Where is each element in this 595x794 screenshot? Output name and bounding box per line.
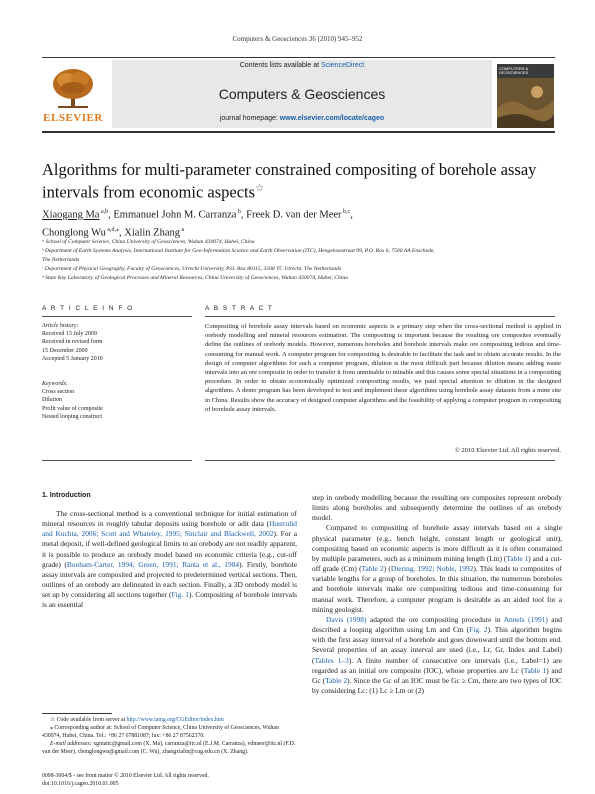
- keywords-label: Keywords:: [42, 381, 68, 387]
- paragraph-text: ). For a metal deposit, if well-defined geological limits to an orebody are not readily apparent, it is possible to produce an orebody model based on economic criteria (e.g., cut-off grade) (: [42, 529, 297, 569]
- keyword: Profit value of composite: [42, 405, 103, 412]
- footnotes: [42, 716, 297, 756]
- front-matter-line: 0098-3004/$ - see front matter © 2010 Elsevier Ltd. All rights reserved.: [42, 773, 209, 779]
- cover-artwork: [497, 78, 554, 128]
- paragraph-text: adapted the ore compositing procedure in: [366, 614, 504, 624]
- code-footnote: [42, 716, 297, 724]
- paragraph: step in orebody modelling because the resulting ore composites represent orebody limits along boreholes and subsequently determine the outlines of an orebody model.: [312, 493, 562, 523]
- author-affiliation-marker[interactable]: a: [179, 226, 185, 233]
- paragraph: [312, 615, 562, 696]
- header-top-rule: [42, 57, 555, 58]
- citation-link[interactable]: Table 2: [325, 675, 348, 685]
- affiliation-line: ᶜ Department of Physical Geography, Faculty of Geosciences, Utrecht University, P.O. Box 80115, 3508 TC Utrecht, The Netherlands: [42, 266, 342, 272]
- author-name[interactable]: Freek D. van der Meer: [246, 209, 342, 221]
- paragraph-text: and described a looping algorithm using Lm and Cm (: [312, 614, 562, 635]
- author-separator: ,: [119, 227, 125, 238]
- author-affiliation-marker[interactable]: a,b: [99, 209, 109, 215]
- abstract-bottom-rule: [205, 460, 555, 461]
- history-entry: Accepted 5 January 2010: [42, 355, 103, 362]
- email-footnote: [42, 740, 297, 756]
- paragraph-text: Compared to compositing of borehole assay intervals based on a single physical parameter (e.g., bench height, constant length or geological unit), compositing based on economic aspects is more difficult as it is often constrained by multiple parameters, such as a minimum mining length (Lm) (: [312, 523, 562, 563]
- keywords: [42, 380, 192, 421]
- article-title-text: Algorithms for multi-parameter constrained compositing of borehole assay intervals from economic aspects: [42, 160, 537, 202]
- keyword: Dilution: [42, 397, 63, 404]
- journal-reference: Computers & Geosciences 36 (2010) 945–952: [232, 35, 363, 43]
- author-name[interactable]: Chonglong Wu: [42, 227, 106, 238]
- citation-link[interactable]: Diering, 1992; Noble, 1992: [390, 564, 474, 574]
- author-separator: ,: [108, 209, 114, 221]
- author-affiliation-marker[interactable]: b,c: [341, 209, 351, 215]
- abstract-text: Compositing of borehole assay intervals based on economic aspects is a primary step when the cross-sectional method is applied in orebody modelling and mineral resources estimation. The compositing is important because the resulting ore composites eventually define the outlines of orebody models. However, numerous boreholes and borehole intervals make ore compositing tedious and time-consuming for manual work. A computer program for compositing is desirable to facilitate the task and to obtain accurate results. In the design of computer algorithms for such a computer program, dilution is the most difficult part because dilution means adding waste intervals into an ore composite in order to transfer it from unminable to minable and this causes some special situations in a compositing procedure. In order to obtain economically optimized compositing results, we paid special attention to dilution in the designed algorithms. A demo program has been developed to test and implement these algorithms using borehole assay datasets from a mine site in China. Results show the accuracy of designed computer algorithms and the feasibility of applying a computer program in compositing of borehole assay intervals.: [205, 323, 561, 413]
- history-label: Article history:: [42, 323, 79, 329]
- affiliation-line: ᵃ School of Computer Science, China University of Geosciences, Wuhan 430074, Hubei, China: [42, 239, 255, 245]
- paragraph-text: ). Firstly, borehole assay intervals are composited and projected to predetermined vertical sections. Then, outlines of an orebody are delineated in each section. Finally, a 3D orebody model is set up by considering all sections together (: [42, 559, 297, 600]
- author-name[interactable]: Xialin Zhang: [124, 227, 180, 238]
- journal-cover-image[interactable]: [497, 64, 554, 128]
- author-separator: ,: [350, 209, 353, 221]
- section-heading-introduction: 1. Introduction: [42, 492, 91, 499]
- article-info-rule: [42, 316, 192, 317]
- abstract-heading: A B S T R A C T: [205, 305, 274, 312]
- corresponding-author-footnote: ⁎ Corresponding author at: School of Computer Science, China University of Geosciences, Wuhan 430074, Hubei, China. Tel.: +86 27 67881087; fax: +86 27 87562370.: [42, 725, 279, 739]
- publisher-logo[interactable]: [42, 66, 104, 126]
- paragraph-text: ). This algorithm begins with the first assay interval of a borehole and goes downward until the bottom end. Several properties of an assay interval are used (i.e., Lr, Gr, Index and Label) (: [312, 625, 562, 665]
- keyword: Cross section: [42, 389, 75, 396]
- email-label: E-mail addresses:: [50, 741, 94, 747]
- history-entry: Received 13 July 2009: [42, 331, 97, 338]
- body-column-right: [312, 493, 562, 696]
- author-affiliation-marker[interactable]: a,d,⁎: [105, 226, 120, 233]
- code-footnote-prefix: ☆ Code available from server at: [50, 717, 127, 723]
- article-info-heading: A R T I C L E I N F O: [42, 305, 134, 312]
- copyright-notice: © 2010 Elsevier Ltd. All rights reserved.: [454, 447, 561, 454]
- citation-link[interactable]: Annels (1991): [503, 614, 548, 624]
- homepage-prefix: journal homepage:: [219, 115, 280, 122]
- citation-link[interactable]: Fig. 2: [469, 625, 488, 635]
- journal-masthead: [112, 60, 492, 128]
- citation-link[interactable]: Bonham-Carter, 1994; Green, 1991; Ranta et al., 1984: [66, 559, 240, 569]
- contents-line: [112, 62, 492, 69]
- abstract-rule: [205, 316, 555, 317]
- citation-link[interactable]: Fig. 1: [171, 590, 189, 600]
- history-entry: 15 December 2009: [42, 347, 88, 354]
- citation-link[interactable]: Tables 1–3: [314, 655, 349, 665]
- author-name[interactable]: Emmanuel John M. Carranza: [113, 209, 237, 221]
- paragraph-text: ) and a cut-off grade (Cm) (: [312, 553, 562, 574]
- doi-line[interactable]: doi:10.1016/j.cageo.2010.01.005: [42, 781, 119, 787]
- footnote-rule: [42, 713, 112, 714]
- affiliations: [42, 238, 557, 283]
- history-entry: Received in revised form: [42, 339, 103, 346]
- keyword: Nested looping construct: [42, 413, 102, 420]
- paragraph-text: ). This leads to composites of variable lengths for a group of boreholes. In this situation, the numerous boreholes and borehole intervals make ore compositing tedious and time-consuming for manual work. Therefore, a computer program is desirable as an aided tool for a mining geologist.: [312, 564, 562, 614]
- sciencedirect-link[interactable]: ScienceDirect: [321, 62, 365, 69]
- cover-title: COMPUTERS & GEOSCIENCES: [499, 66, 529, 75]
- homepage-line: [112, 115, 492, 122]
- article-history: [42, 322, 192, 363]
- paragraph-text: ). Compositing of borehole intervals is an essential: [42, 590, 298, 610]
- author-list: [42, 205, 552, 240]
- citation-link[interactable]: Table 1: [523, 665, 547, 675]
- paragraph-text: ). A finite number of consecutive ore intervals (i.e., Label=1) are regarded as an initial ore composite (IOC), whose properties are Lc (: [312, 655, 562, 675]
- citation-link[interactable]: Table 1: [506, 553, 529, 563]
- contents-prefix: Contents lists available at: [239, 62, 322, 69]
- paragraph: [42, 509, 297, 611]
- paragraph: [312, 523, 562, 614]
- paragraph-text: The cross-sectional method is a conventional technique for initial estimation of mineral resources in roughly tabular deposits using borehole or adit data (: [42, 509, 297, 529]
- email-addresses: xgmaitc@gmail.com (X. Ma), carranza@itc.nl (E.J.M. Carranza), vdmeer@itc.nl (F.D. van der Meer), chonglongwu@gmail.com (C. Wu), zhangxialin@cug.edu.cn (X. Zhang).: [42, 741, 296, 755]
- elsevier-tree-icon: [48, 66, 98, 110]
- paragraph-text: ) (: [383, 564, 391, 574]
- journal-name: Computers & Geosciences: [218, 86, 386, 102]
- article-title: [42, 160, 552, 202]
- citation-link[interactable]: Table 2: [361, 564, 384, 574]
- title-footnote-marker[interactable]: ☆: [255, 183, 265, 194]
- citation-link[interactable]: Davis (1998): [326, 614, 367, 624]
- code-server-link[interactable]: http://www.iamg.org/CGEditor/index.htm: [126, 717, 224, 723]
- paragraph-text: ) and Gc (: [312, 665, 562, 685]
- citation-link[interactable]: Hustrulid and Kuchta, 2006; Scott and Whateley, 1995; Sinclair and Blackwell, 2002: [42, 519, 297, 539]
- affiliation-line: ᵈ State Key Laboratory of Geological Processes and Mineral Resources, China University of Geosciences, Wuhan 430074, Hubei, China: [42, 275, 348, 281]
- affiliation-line: The Netherlands: [42, 257, 80, 263]
- issn-doi: [42, 772, 302, 788]
- header-bottom-rule: [42, 131, 555, 133]
- paragraph-text: ). Since the Gc of an IOC must be Gc ≥ Cm, there are two types of IOC by considering Lc: (1) Lc ≥ Lm or (2): [312, 675, 562, 695]
- body-column-left: [42, 509, 297, 611]
- author-affiliation-marker[interactable]: b: [236, 209, 241, 215]
- publisher-name: ELSEVIER: [43, 112, 103, 124]
- affiliation-line: ᵇ Department of Earth Systems Analysis, International Institute for Geo-Information Science and Earth Observation (ITC), Hengelosestraat 99, P.O. Box 6, 7500 AA Enschede,: [42, 248, 435, 254]
- journal-homepage-link[interactable]: www.elsevier.com/locate/cageo: [279, 115, 385, 122]
- author-name[interactable]: Xiaogang Ma: [42, 209, 100, 221]
- author-separator: ,: [240, 209, 247, 221]
- article-info-bottom-rule: [42, 460, 192, 461]
